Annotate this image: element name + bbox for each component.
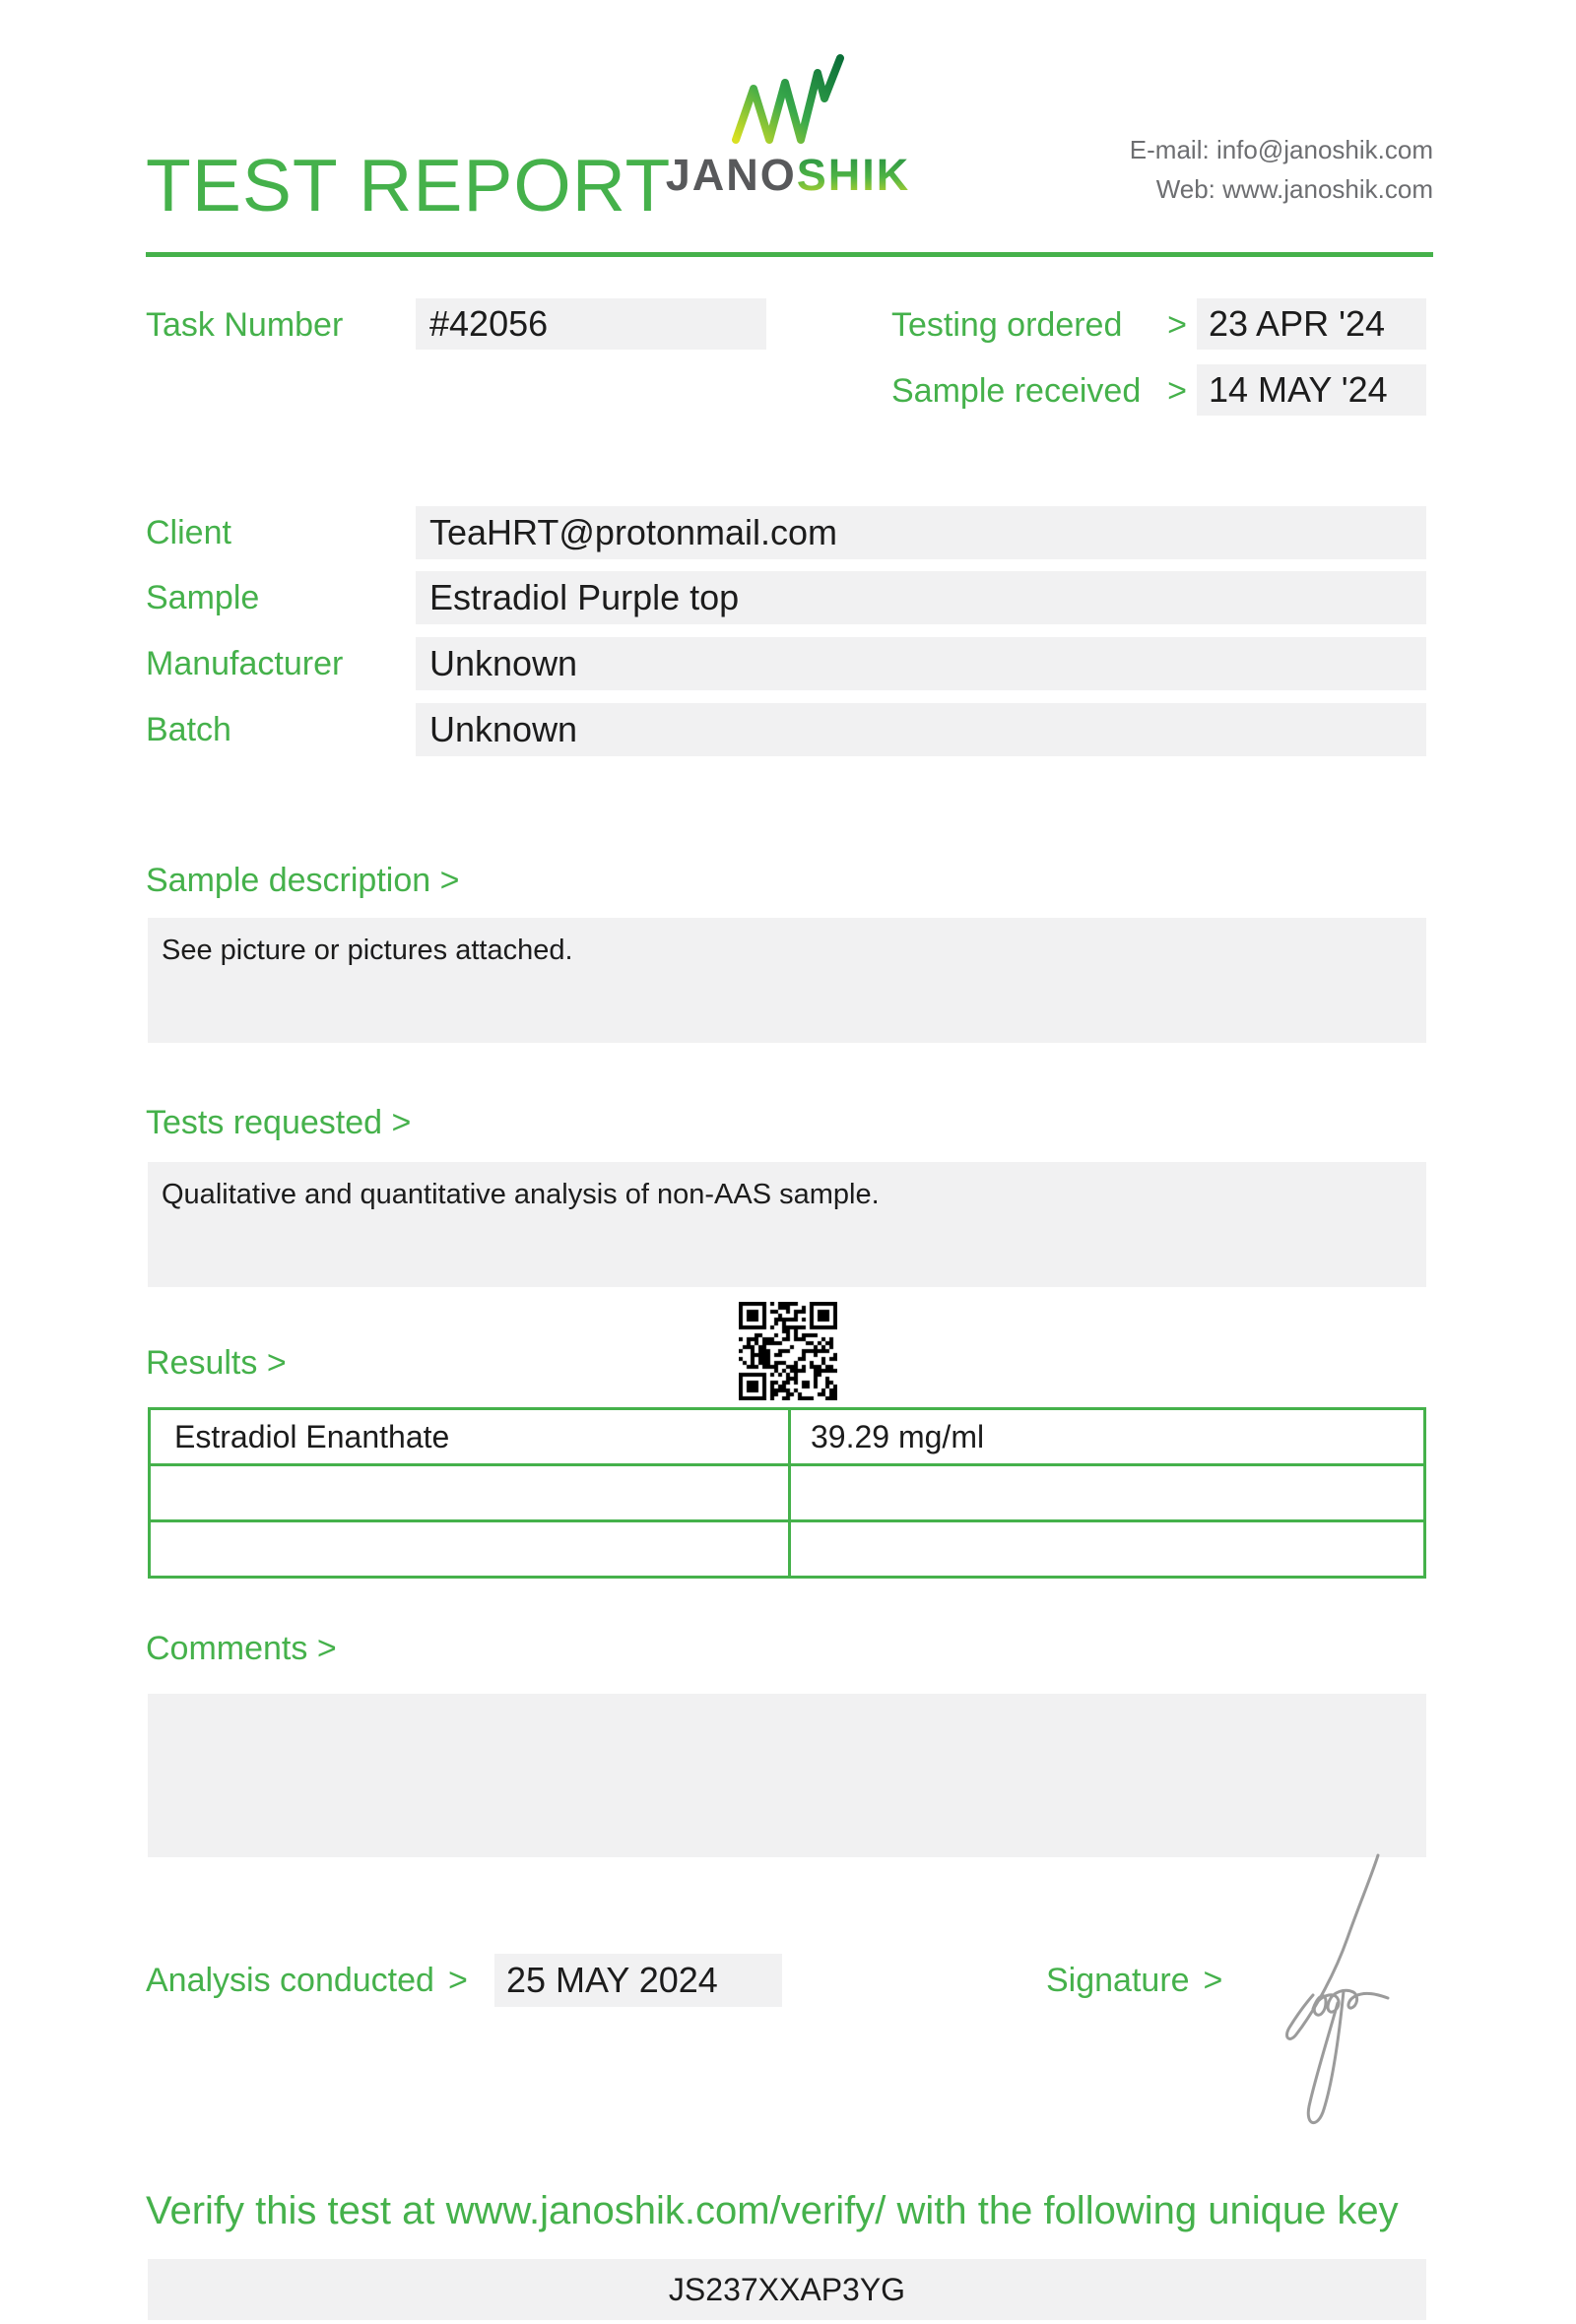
results-table-row [150, 1465, 1425, 1521]
batch-value-box [416, 703, 1426, 756]
tests-requested-content: Qualitative and quantitative analysis of non-AAS sample. [162, 1179, 880, 1210]
tests-requested-arrow: > [391, 1104, 412, 1141]
contact-web [1130, 169, 1433, 209]
task-number-value: #42056 [429, 303, 549, 344]
analysis-date-value: 25 MAY 2024 [506, 1960, 718, 2000]
sample-received-label: Sample received [891, 372, 1142, 410]
signature-label [1046, 1954, 1222, 2007]
result-substance: Estradiol Enanthate [150, 1409, 790, 1465]
verify-key-box [148, 2259, 1426, 2320]
client-value-box [416, 506, 1426, 559]
comments-box [148, 1694, 1426, 1857]
client-label: Client [146, 514, 231, 551]
logo-wordmark [666, 151, 911, 200]
testing-ordered-label: Testing ordered [891, 306, 1123, 344]
sample-received-value: 14 MAY '24 [1209, 369, 1388, 410]
testing-ordered-arrow: > [1167, 306, 1187, 344]
analysis-conducted-label [146, 1954, 468, 2007]
results-title [146, 1341, 287, 1385]
client-value: TeaHRT@protonmail.com [429, 512, 838, 552]
batch-label: Batch [146, 711, 231, 748]
sample-value-box [416, 571, 1426, 624]
results-table-row [150, 1521, 1425, 1578]
signature-label-text: Signature [1046, 1962, 1190, 1999]
testing-ordered-row [891, 298, 1187, 350]
sample-received-value-box [1197, 364, 1426, 416]
page-title: TEST REPORT [146, 144, 672, 226]
comments-content [148, 1694, 1426, 1725]
tests-requested-title-text: Tests requested [146, 1104, 383, 1141]
header-divider [146, 252, 1433, 257]
comments-arrow: > [316, 1630, 337, 1667]
results-table [148, 1407, 1426, 1579]
manufacturer-value-box [416, 637, 1426, 690]
result-substance [150, 1465, 790, 1521]
results-table-row [150, 1409, 1425, 1465]
sample-description-arrow: > [439, 862, 460, 899]
contact-info [1130, 130, 1433, 209]
sample-label: Sample [146, 579, 260, 616]
result-amount [790, 1465, 1425, 1521]
verify-key-value: JS237XXAP3YG [668, 2272, 906, 2307]
email-value: info@janoshik.com [1215, 135, 1433, 164]
manufacturer-value: Unknown [429, 643, 578, 683]
janoshik-logo [640, 51, 936, 200]
comments-title [146, 1627, 337, 1670]
result-amount [790, 1521, 1425, 1578]
signature-arrow: > [1203, 1962, 1223, 1999]
comments-title-text: Comments [146, 1630, 308, 1667]
tests-requested-title [146, 1101, 411, 1144]
testing-ordered-value-box [1197, 298, 1426, 350]
task-number-label: Task Number [146, 306, 344, 344]
web-value: www.janoshik.com [1222, 174, 1433, 204]
manufacturer-label: Manufacturer [146, 645, 344, 682]
email-label: E-mail: [1129, 135, 1210, 164]
web-label: Web: [1155, 174, 1215, 204]
sample-description-content: See picture or pictures attached. [162, 935, 573, 966]
analysis-conducted-arrow: > [447, 1962, 468, 1999]
analysis-conducted-label-text: Analysis conducted [146, 1962, 434, 1999]
sample-description-box [148, 918, 1426, 1043]
batch-value: Unknown [429, 709, 578, 749]
verify-instruction: Verify this test at www.janoshik.com/verify/ with the following unique key [146, 2189, 1399, 2232]
sample-received-arrow: > [1167, 372, 1187, 410]
logo-text-jano: JANO [665, 150, 797, 200]
result-substance [150, 1521, 790, 1578]
sample-value: Estradiol Purple top [429, 577, 740, 617]
analysis-date-box [494, 1954, 782, 2007]
sample-description-title-text: Sample description [146, 862, 431, 899]
contact-email [1130, 130, 1433, 169]
tests-requested-box [148, 1162, 1426, 1287]
growth-chart-icon [725, 51, 851, 151]
result-amount: 39.29 mg/ml [790, 1409, 1425, 1465]
sample-received-row [891, 364, 1187, 416]
sample-description-title [146, 859, 459, 902]
testing-ordered-value: 23 APR '24 [1209, 303, 1385, 344]
signature-image [1259, 1843, 1402, 2139]
results-title-text: Results [146, 1344, 258, 1382]
results-arrow: > [266, 1344, 287, 1382]
logo-text-shik: SHIK [796, 150, 911, 200]
qr-code [739, 1302, 837, 1400]
task-number-value-box [416, 298, 766, 350]
